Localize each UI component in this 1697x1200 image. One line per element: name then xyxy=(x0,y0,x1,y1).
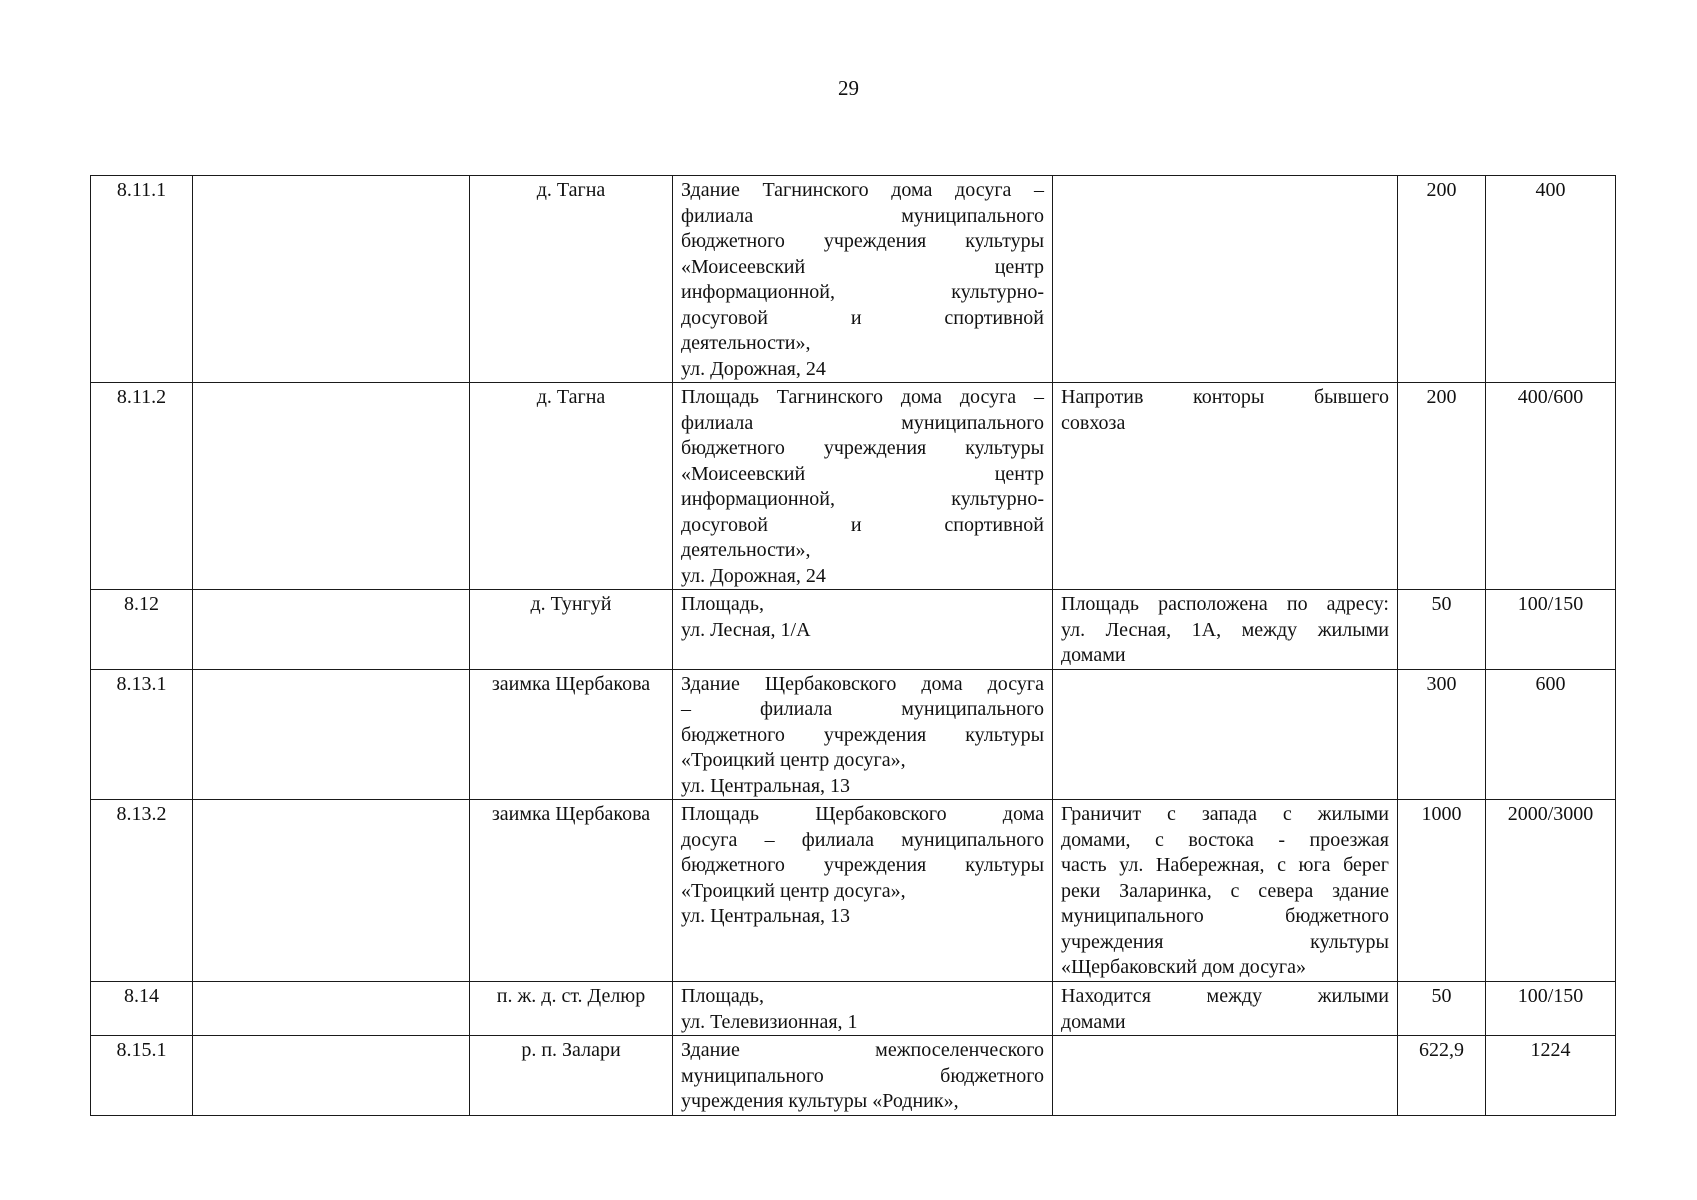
empty-cell xyxy=(193,590,470,670)
row-number-cell: 8.13.2 xyxy=(91,800,193,982)
cell-text-line: домами xyxy=(1061,644,1126,666)
cell-text-line: «Моисеевский центр xyxy=(681,462,1044,485)
cell-text-line: бюджетного учреждения культуры xyxy=(681,230,1044,252)
settlement-cell: д. Тунгуй xyxy=(470,590,673,670)
cell-text-line: Граничит с запада с жилыми xyxy=(1061,803,1389,825)
cell-text-line: Площадь, xyxy=(681,985,764,1007)
cell-text-line: домами, с востока - проезжая xyxy=(1061,828,1389,851)
row-number-cell: 8.11.2 xyxy=(91,383,193,590)
cell-text-line: Здание Тагнинского дома досуга – xyxy=(681,179,1044,201)
location-note-cell xyxy=(1053,383,1398,590)
cell-text-line: Площадь Тагнинского дома досуга – xyxy=(681,386,1044,408)
empty-cell xyxy=(193,669,470,800)
cell-text-line: Напротив конторы бывшего xyxy=(1061,386,1389,408)
object-description-cell xyxy=(673,1036,1053,1116)
cell-text-line: «Щербаковский дом досуга» xyxy=(1061,956,1306,978)
location-note-cell xyxy=(1053,590,1398,670)
object-description-cell xyxy=(673,669,1053,800)
object-description-cell xyxy=(673,590,1053,670)
cell-text-line: досуга – филиала муниципального xyxy=(681,828,1044,851)
cell-text-line: Находится между жилыми xyxy=(1061,985,1389,1007)
row-number-cell: 8.13.1 xyxy=(91,669,193,800)
cell-text-line: досуговой и спортивной xyxy=(681,306,1044,329)
empty-cell xyxy=(193,982,470,1036)
cell-text-line: муниципального бюджетного xyxy=(681,1064,1044,1087)
cell-text-line: ул. Лесная, 1А, между жилыми xyxy=(1061,618,1389,641)
max-capacity-cell: 600 xyxy=(1486,669,1616,800)
cell-text-line: досуговой и спортивной xyxy=(681,513,1044,536)
empty-cell xyxy=(193,383,470,590)
cell-text-line: Площадь Щербаковского дома xyxy=(681,803,1044,825)
cell-text-line: домами xyxy=(1061,1010,1126,1033)
cell-text-line: – филиала муниципального xyxy=(681,698,1044,720)
row-number-cell: 8.12 xyxy=(91,590,193,670)
empty-cell xyxy=(193,176,470,383)
max-capacity-cell: 400 xyxy=(1486,176,1616,383)
object-description-cell xyxy=(673,176,1053,383)
settlement-cell: п. ж. д. ст. Делюр xyxy=(470,982,673,1036)
cell-text-line: «Троицкий центр досуга», xyxy=(681,749,906,771)
cell-text-line: муниципального бюджетного xyxy=(1061,905,1389,927)
cell-text-line: ул. Телевизионная, 1 xyxy=(681,1010,858,1033)
cell-text-line: деятельности», xyxy=(681,332,811,354)
cell-text-line: совхоза xyxy=(1061,411,1126,434)
table-row xyxy=(91,176,1616,383)
object-description-cell xyxy=(673,383,1053,590)
cell-text-line: ул. Лесная, 1/А xyxy=(681,618,811,641)
location-note-cell xyxy=(1053,176,1398,383)
capacity-cell: 50 xyxy=(1398,590,1486,670)
cell-text-line: Здание Щербаковского дома досуга xyxy=(681,672,1044,695)
table-row xyxy=(91,800,1616,982)
cell-text-line: «Троицкий центр досуга», xyxy=(681,879,906,902)
cell-text-line: ул. Дорожная, 24 xyxy=(681,564,826,587)
cell-text-line: филиала муниципального xyxy=(681,411,1044,434)
settlement-cell: д. Тагна xyxy=(470,383,673,590)
row-number-cell: 8.15.1 xyxy=(91,1036,193,1116)
row-number-cell: 8.11.1 xyxy=(91,176,193,383)
capacity-cell: 1000 xyxy=(1398,800,1486,982)
max-capacity-cell: 400/600 xyxy=(1486,383,1616,590)
settlement-cell: р. п. Залари xyxy=(470,1036,673,1116)
table-row xyxy=(91,669,1616,800)
location-note-cell xyxy=(1053,669,1398,800)
settlement-cell: д. Тагна xyxy=(470,176,673,383)
cell-text-line: бюджетного учреждения культуры xyxy=(681,854,1044,876)
max-capacity-cell: 1224 xyxy=(1486,1036,1616,1116)
capacity-cell: 200 xyxy=(1398,176,1486,383)
max-capacity-cell: 100/150 xyxy=(1486,982,1616,1036)
cell-text-line: учреждения культуры «Родник», xyxy=(681,1090,959,1112)
cell-text-line: Площадь, xyxy=(681,593,764,615)
table-row xyxy=(91,1036,1616,1116)
capacity-cell: 300 xyxy=(1398,669,1486,800)
capacity-cell: 622,9 xyxy=(1398,1036,1486,1116)
location-note-cell xyxy=(1053,800,1398,982)
cell-text-line: деятельности», xyxy=(681,539,811,561)
table-row xyxy=(91,590,1616,670)
capacity-cell: 50 xyxy=(1398,982,1486,1036)
location-note-cell xyxy=(1053,1036,1398,1116)
cell-text-line: учреждения культуры xyxy=(1061,930,1389,953)
capacity-cell: 200 xyxy=(1398,383,1486,590)
cell-text-line: Здание межпоселенческого xyxy=(681,1039,1044,1061)
row-number-cell: 8.14 xyxy=(91,982,193,1036)
cell-text-line: ул. Центральная, 13 xyxy=(681,905,851,927)
max-capacity-cell: 2000/3000 xyxy=(1486,800,1616,982)
cell-text-line: бюджетного учреждения культуры xyxy=(681,723,1044,746)
cell-text-line: Площадь расположена по адресу: xyxy=(1061,593,1389,615)
object-description-cell xyxy=(673,982,1053,1036)
cell-text-line: информационной, культурно- xyxy=(681,488,1044,510)
location-note-cell xyxy=(1053,982,1398,1036)
cell-text-line: реки Заларинка, с севера здание xyxy=(1061,879,1389,902)
cell-text-line: часть ул. Набережная, с юга берег xyxy=(1061,854,1389,876)
cell-text-line: ул. Центральная, 13 xyxy=(681,774,851,797)
cell-text-line: филиала муниципального xyxy=(681,204,1044,227)
empty-cell xyxy=(193,1036,470,1116)
object-description-cell xyxy=(673,800,1053,982)
max-capacity-cell: 100/150 xyxy=(1486,590,1616,670)
empty-cell xyxy=(193,800,470,982)
table-row xyxy=(91,982,1616,1036)
table-body xyxy=(91,176,1616,1116)
data-table xyxy=(90,175,1616,1116)
page-number: 29 xyxy=(838,76,859,100)
settlement-cell: заимка Щербакова xyxy=(470,669,673,800)
cell-text-line: «Моисеевский центр xyxy=(681,255,1044,278)
cell-text-line: бюджетного учреждения культуры xyxy=(681,437,1044,459)
cell-text-line: ул. Дорожная, 24 xyxy=(681,357,826,380)
settlement-cell: заимка Щербакова xyxy=(470,800,673,982)
cell-text-line: информационной, культурно- xyxy=(681,281,1044,303)
table-row xyxy=(91,383,1616,590)
